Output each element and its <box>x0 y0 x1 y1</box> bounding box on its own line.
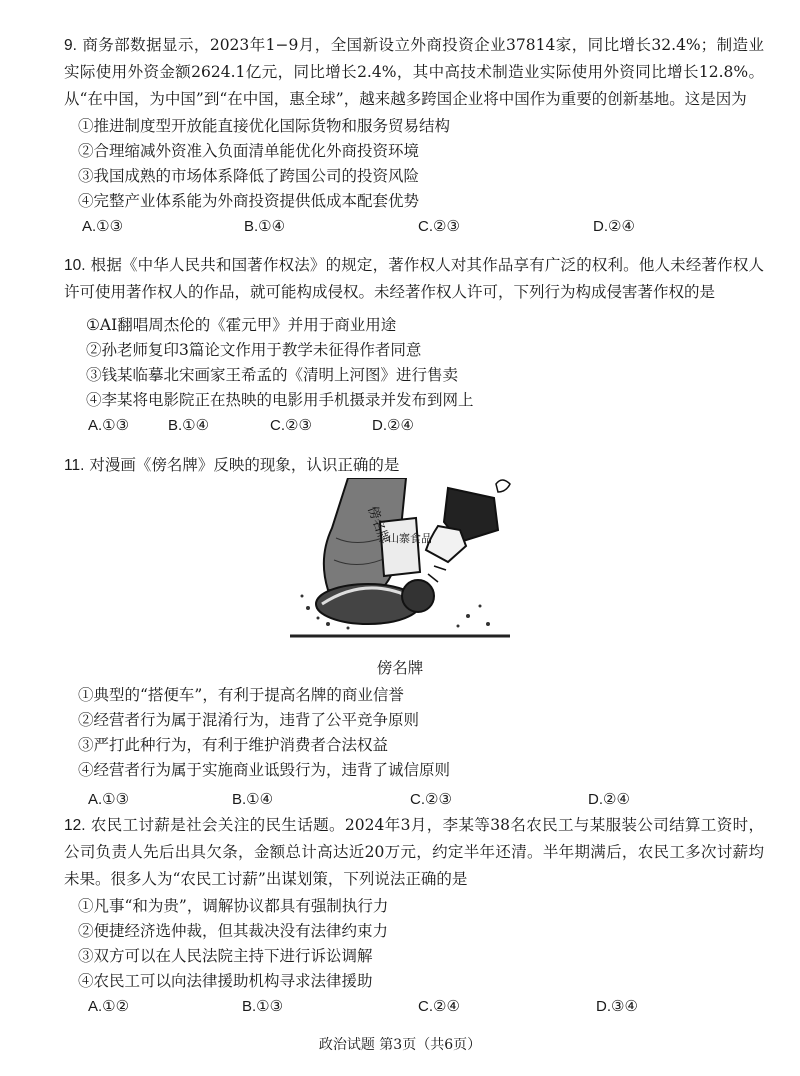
choice-c[interactable]: C.②③ <box>418 218 460 235</box>
cartoon-caption: 傍名牌 <box>376 659 424 677</box>
choice-a[interactable]: A.①② <box>88 998 130 1015</box>
stem-text: 对漫画《傍名牌》反映的现象，认识正确的是 <box>89 456 400 474</box>
option-1: ①推进制度型开放能直接优化国际货物和服务贸易结构 <box>78 117 451 135</box>
question-stem: 9. 商务部数据显示，2023年1−9月，全国新设立外商投资企业37814家，同比增长32.4%；制造业实际使用外资金额2624.1亿元，同比增长2.4%，其中高技术制造业实际使用外资同比增长12.8%。从“在中国，为中国”到“在中国，惠全球”，越来越多跨国企业将中国作为重要的创新基地。这是因为 <box>64 36 764 108</box>
option-2: ②孙老师复印3篇论文作用于教学未征得作者同意 <box>86 341 422 359</box>
bag-label: 山寨食品 <box>388 532 432 545</box>
choice-c[interactable]: C.②③ <box>410 791 452 808</box>
choice-b[interactable]: B.①③ <box>242 998 284 1015</box>
answer-choices <box>64 217 764 243</box>
stem-text: 根据《中华人民共和国著作权法》的规定，著作权人对其作品享有广泛的权利。他人未经著作权人许可使用著作权人的作品，就可能构成侵权。未经著作权人许可，下列行为构成侵害著作权的是 <box>64 256 764 301</box>
question-11 <box>64 452 764 479</box>
option-4: ④经营者行为属于实施商业诋毁行为，违背了诚信原则 <box>78 761 451 779</box>
choice-d[interactable]: D.②④ <box>372 417 414 434</box>
choice-c[interactable]: C.②④ <box>418 998 460 1015</box>
choice-d[interactable]: D.②④ <box>588 791 630 808</box>
choice-a[interactable]: A.①③ <box>88 417 130 434</box>
option-1: ①典型的“搭便车”，有利于提高名牌的商业信誉 <box>78 686 404 704</box>
choice-d[interactable]: D.②④ <box>593 218 635 235</box>
option-4: ④李某将电影院正在热映的电影用手机摄录并发布到网上 <box>86 391 474 409</box>
stem-text: 农民工讨薪是社会关注的民生话题。2024年3月，李某等38名农民工与某服装公司结算工资时，公司负责人先后出具欠条，金额总计高达近20万元，约定半年还清。半年期满后，农民工多次讨薪均未果。很多人为“农民工讨薪”出谋划策，下列说法正确的是 <box>64 816 764 888</box>
choice-b[interactable]: B.①④ <box>244 218 286 235</box>
option-3: ③钱某临摹北宋画家王希孟的《清明上河图》进行售卖 <box>86 366 459 384</box>
question-12 <box>64 812 764 1023</box>
choice-d[interactable]: D.③④ <box>596 998 638 1015</box>
option-2: ②合理缩减外资准入负面清单能优化外商投资环境 <box>78 142 420 160</box>
choice-a[interactable]: A.①③ <box>88 791 130 808</box>
answer-choices <box>64 416 764 442</box>
question-9 <box>64 32 764 243</box>
cartoon-illustration <box>288 478 512 640</box>
option-1: ①凡事“和为贵”，调解协议都具有强制执行力 <box>78 897 389 915</box>
question-stem: 10. 根据《中华人民共和国著作权法》的规定，著作权人对其作品享有广泛的权利。他人未经著作权人许可使用著作权人的作品，就可能构成侵权。未经著作权人许可，下列行为构成侵害著作权的是 <box>64 256 764 301</box>
option-3: ③双方可以在人民法院主持下进行诉讼调解 <box>78 947 373 965</box>
option-2: ②经营者行为属于混淆行为，违背了公平竞争原则 <box>78 711 420 729</box>
option-2: ②便捷经济选仲裁，但其裁决没有法律约束力 <box>78 922 389 940</box>
choice-c[interactable]: C.②③ <box>270 417 312 434</box>
page-footer: 政治试题 第3页（共6页） <box>318 1037 482 1053</box>
option-1: ①AI翻唱周杰伦的《霍元甲》并用于商业用途 <box>86 316 397 334</box>
question-10 <box>64 252 764 442</box>
answer-choices <box>64 997 764 1023</box>
question-stem: 11. 对漫画《傍名牌》反映的现象，认识正确的是 <box>64 456 400 474</box>
option-3: ③我国成熟的市场体系降低了跨国公司的投资风险 <box>78 167 420 185</box>
option-4: ④农民工可以向法律援助机构寻求法律援助 <box>78 972 373 990</box>
choice-b[interactable]: B.①④ <box>168 417 210 434</box>
stem-text: 商务部数据显示，2023年1−9月，全国新设立外商投资企业37814家，同比增长32.4%；制造业实际使用外资金额2624.1亿元，同比增长2.4%，其中高技术制造业实际使用外资同比增长12.8%。从“在中国，为中国”到“在中国，惠全球”，越来越多跨国企业将中国作为重要的创新基地。这是因为 <box>64 36 764 108</box>
sleeve-label: 傍名牌 <box>364 504 392 547</box>
option-3: ③严打此种行为，有利于维护消费者合法权益 <box>78 736 389 754</box>
choice-b[interactable]: B.①④ <box>232 791 274 808</box>
choice-a[interactable]: A.①③ <box>82 218 124 235</box>
question-11-options <box>64 682 764 816</box>
option-4: ④完整产业体系能为外商投资提供低成本配套优势 <box>78 192 420 210</box>
question-stem: 12. 农民工讨薪是社会关注的民生话题。2024年3月，李某等38名农民工与某服装公司结算工资时，公司负责人先后出具欠条，金额总计高达近20万元，约定半年还清。半年期满后，农民工多次讨薪均未果。很多人为“农民工讨薪”出谋划策，下列说法正确的是 <box>64 816 764 888</box>
